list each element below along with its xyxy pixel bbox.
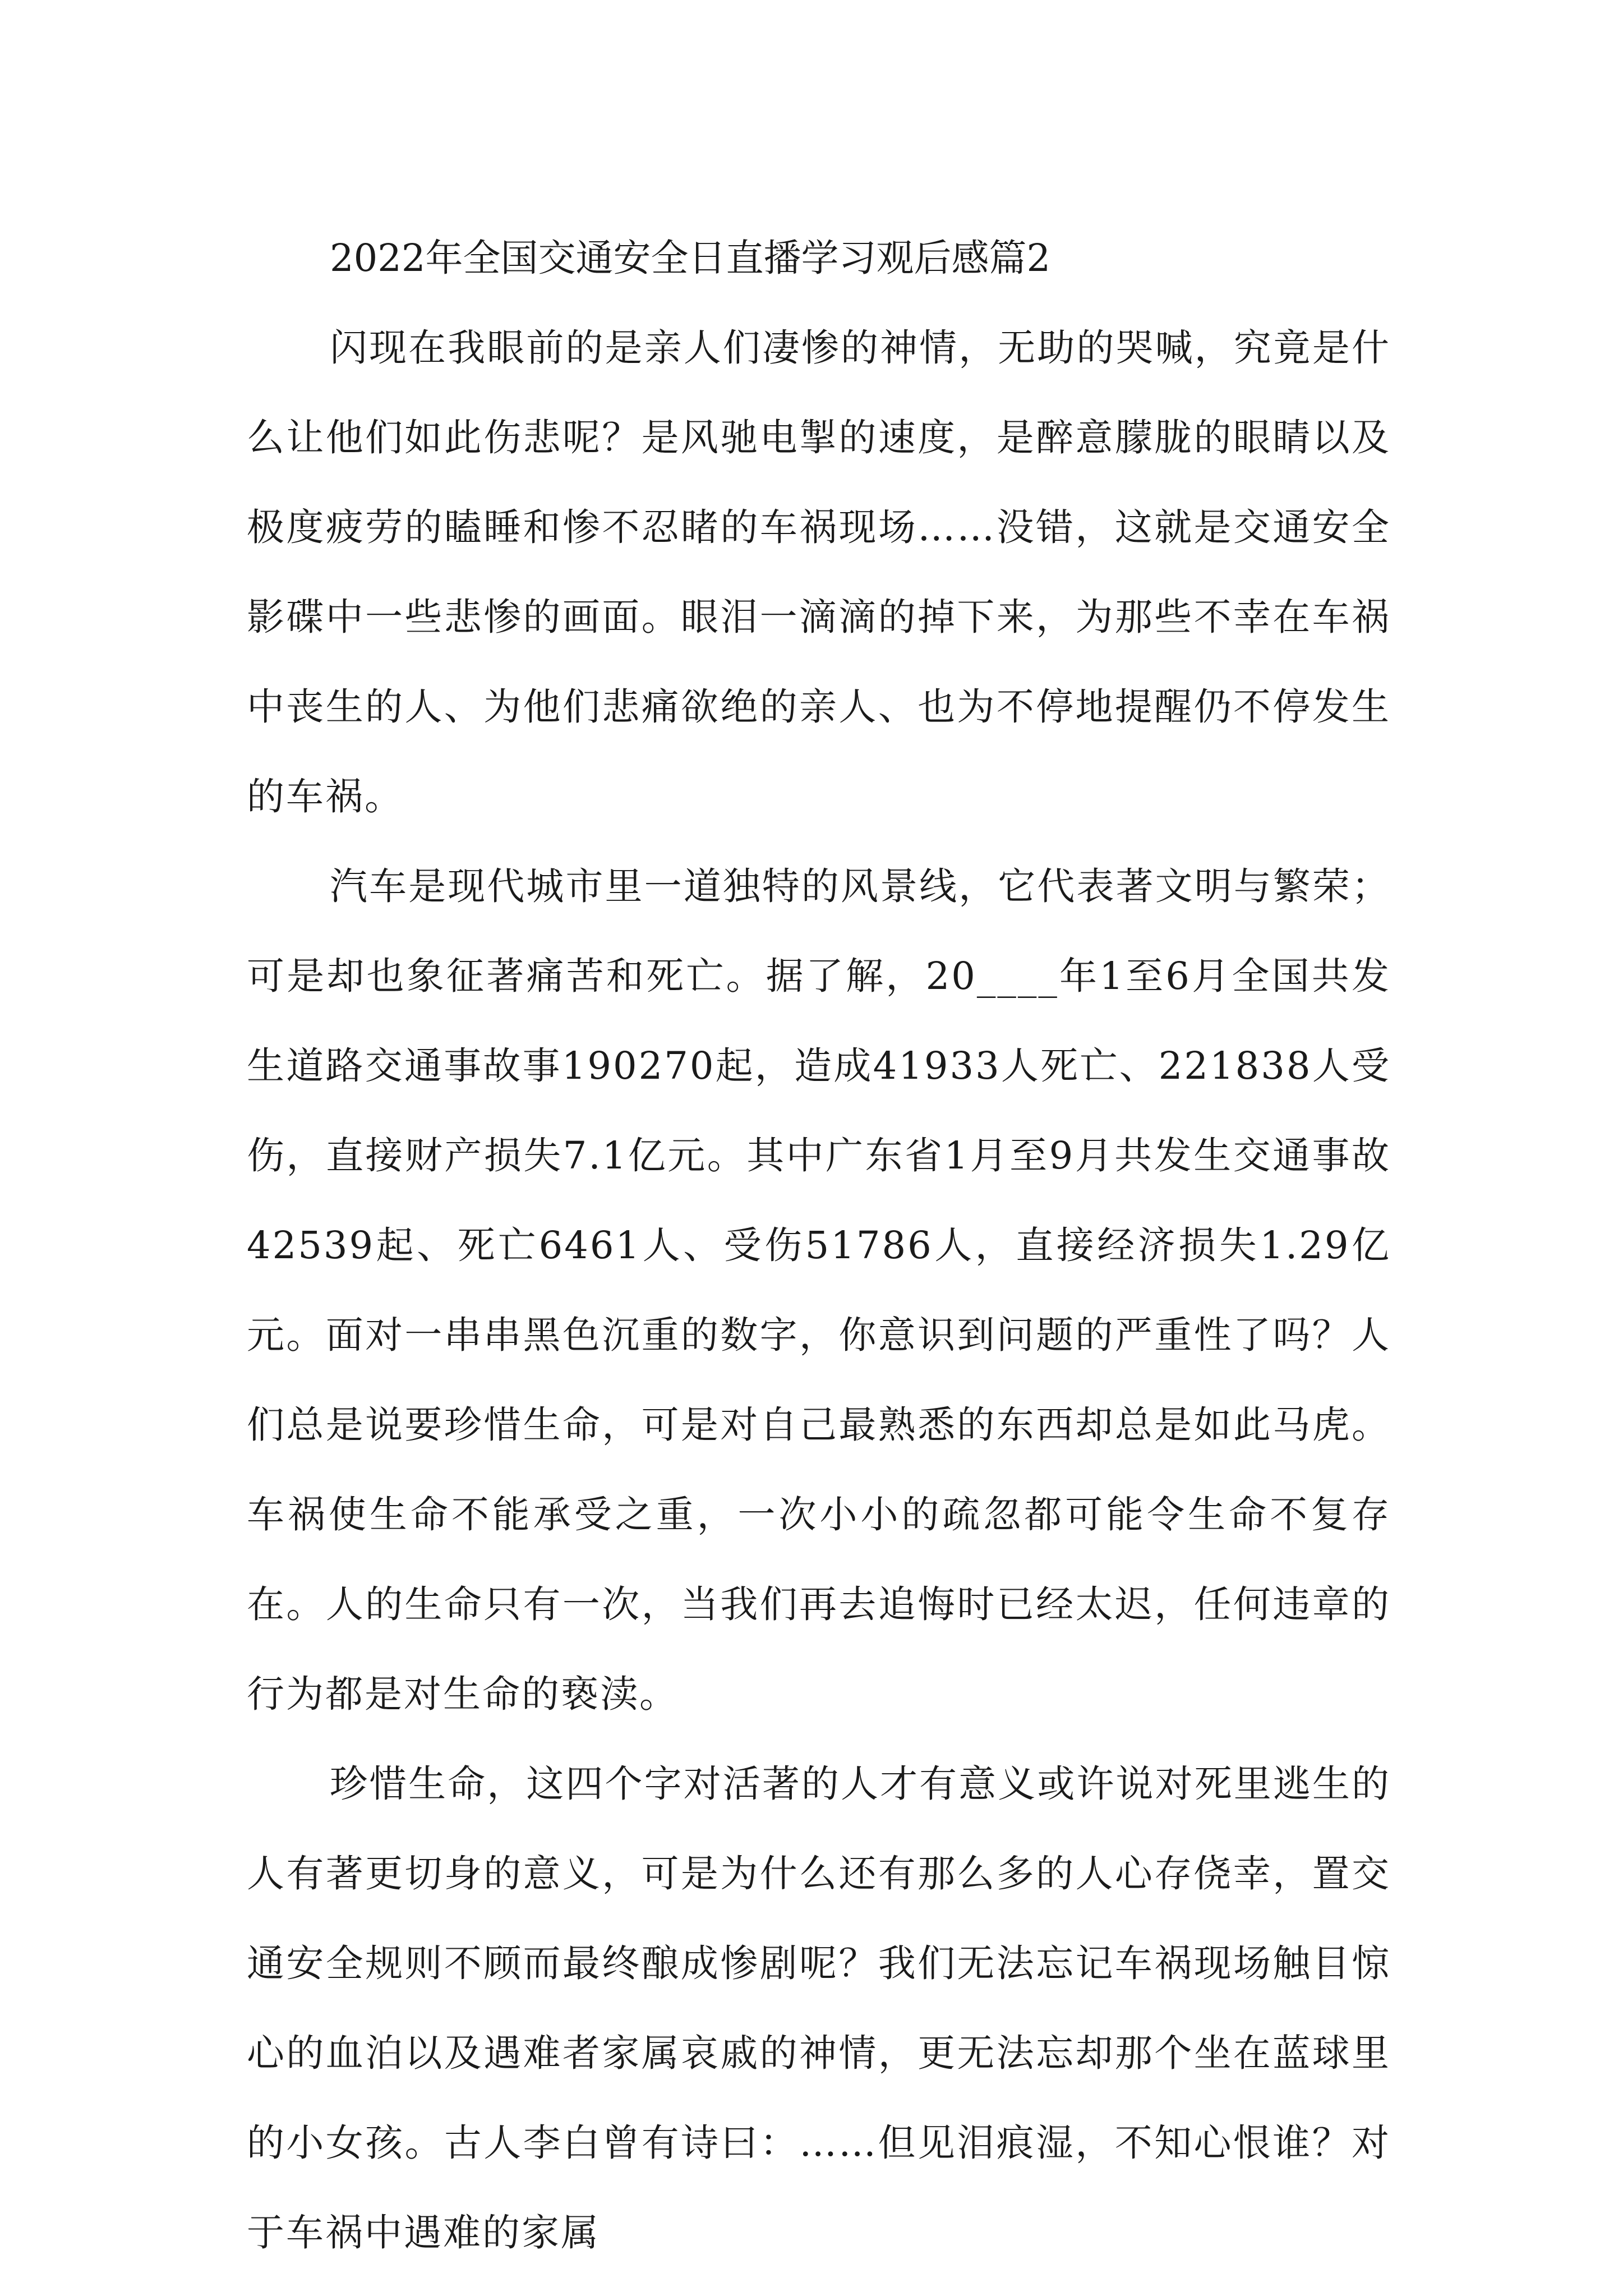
paragraph-2: 汽车是现代城市里一道独特的风景线，它代表著文明与繁荣；可是却也象征著痛苦和死亡。据了解，20____年1至6月全国共发生道路交通事故事190270起，造成41933人死亡、221838人受伤，直接财产损失7.1亿元。其中广东省1月至9月共发生交通事故42539起、死亡6461人、受伤51786人，直接经济损失1.29亿元。面对一串串黑色沉重的数字，你意识到问题的严重性了吗？人们总是说要珍惜生命，可是对自己最熟悉的东西却总是如此马虎。车祸使生命不能承受之重，一次小小的疏忽都可能令生命不复存在。人的生命只有一次，当我们再去追悔时已经太迟，任何违章的行为都是对生命的亵渎。 — [247, 864, 1391, 1716]
paragraph-3: 珍惜生命，这四个字对活著的人才有意义或许说对死里逃生的人有著更切身的意义，可是为什么还有那么多的人心存侥幸，置交通安全规则不顾而最终酿成惨剧呢？我们无法忘记车祸现场触目惊心的血泊以及遇难者家属哀戚的神情，更无法忘却那个坐在蓝球里的小女孩。古人李白曾有诗曰：……但见泪痕湿，不知心恨谁？对于车祸中遇难的家属 — [247, 1762, 1391, 2254]
paragraph-1: 闪现在我眼前的是亲人们凄惨的神情，无助的哭喊，究竟是什么让他们如此伤悲呢？是风驰电掣的速度，是醉意朦胧的眼睛以及极度疲劳的瞌睡和惨不忍睹的车祸现场……没错，这就是交通安全影碟中一些悲惨的画面。眼泪一滴滴的掉下来，为那些不幸在车祸中丧生的人、为他们悲痛欲绝的亲人、也为不停地提醒仍不停发生的车祸。 — [247, 326, 1391, 818]
document-title: 2022年全国交通安全日直播学习观后感篇2 — [330, 236, 1051, 280]
document-body — [247, 213, 1391, 2277]
